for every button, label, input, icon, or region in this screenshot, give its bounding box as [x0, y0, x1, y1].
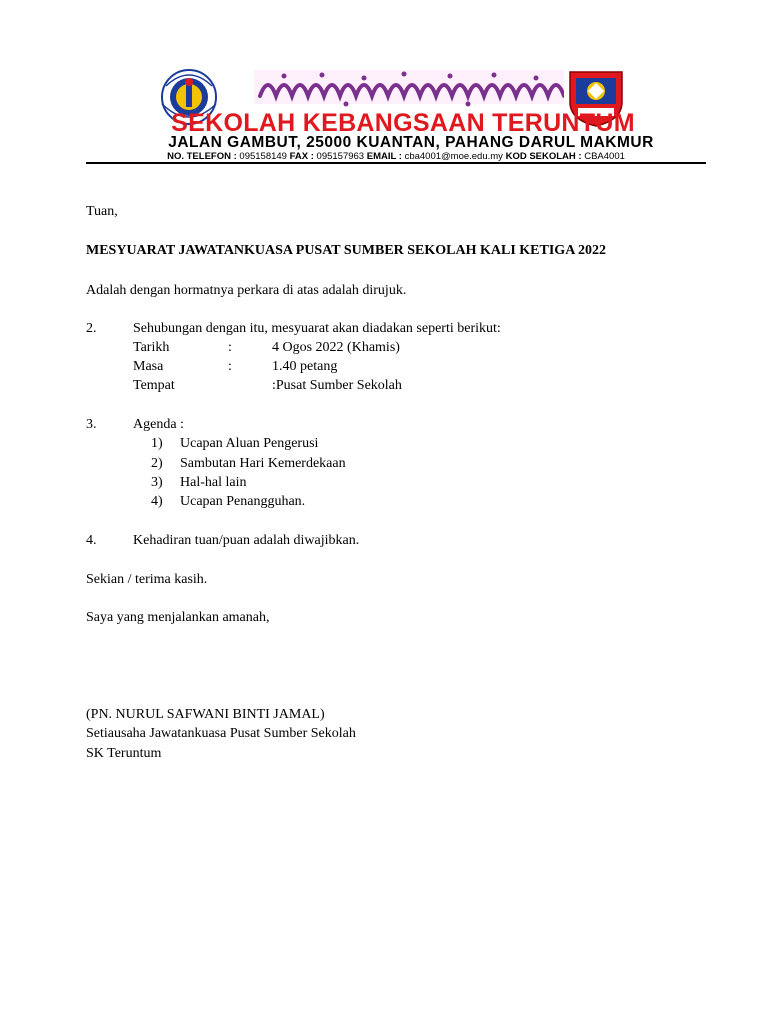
para2-number: 2.	[86, 321, 97, 336]
detail-value: :Pusat Sumber Sekolah	[272, 378, 402, 393]
signatory-org: SK Teruntum	[86, 746, 162, 761]
contact-line: NO. TELEFON : 095158149 FAX : 095157963 EMAIL : cba4001@moe.edu.my KOD SEKOLAH : CBA4001	[167, 151, 625, 162]
detail-separator: :	[228, 359, 232, 374]
detail-label: Tempat	[133, 378, 175, 393]
agenda-item-number: 3)	[151, 475, 163, 490]
agenda-item: Ucapan Penangguhan.	[180, 494, 306, 509]
para4-number: 4.	[86, 533, 97, 548]
closing: Sekian / terima kasih.	[86, 572, 208, 587]
school-address: JALAN GAMBUT, 25000 KUANTAN, PAHANG DARUL MAKMUR	[168, 134, 654, 151]
agenda-item-number: 2)	[151, 456, 163, 471]
detail-value: 4 Ogos 2022 (Khamis)	[272, 340, 400, 355]
detail-separator: :	[228, 340, 232, 355]
salutation: Tuan,	[86, 204, 118, 219]
detail-label: Tarikh	[133, 340, 170, 355]
agenda-item-number: 1)	[151, 436, 163, 451]
detail-value: 1.40 petang	[272, 359, 338, 374]
para4-text: Kehadiran tuan/puan adalah diwajibkan.	[133, 533, 360, 548]
para3-text: Agenda :	[133, 417, 184, 432]
school-name: SEKOLAH KEBANGSAAN TERUNTUM	[171, 109, 635, 137]
para3-number: 3.	[86, 417, 97, 432]
letterhead-rule	[86, 162, 706, 164]
intro-paragraph: Adalah dengan hormatnya perkara di atas adalah dirujuk.	[86, 283, 407, 298]
signoff: Saya yang menjalankan amanah,	[86, 610, 270, 625]
agenda-item-number: 4)	[151, 494, 163, 509]
signatory-position: Setiausaha Jawatankuasa Pusat Sumber Sekolah	[86, 726, 356, 741]
para2-text: Sehubungan dengan itu, mesyuarat akan diadakan seperti berikut:	[133, 321, 501, 336]
letter-title: MESYUARAT JAWATANKUASA PUSAT SUMBER SEKOLAH KALI KETIGA 2022	[86, 243, 607, 258]
agenda-item: Ucapan Aluan Pengerusi	[180, 436, 319, 451]
signatory-name: (PN. NURUL SAFWANI BINTI JAMAL)	[86, 707, 325, 722]
detail-label: Masa	[133, 359, 164, 374]
jawi-school-name	[254, 66, 564, 108]
agenda-item: Sambutan Hari Kemerdekaan	[180, 456, 346, 471]
agenda-item: Hal-hal lain	[180, 475, 247, 490]
letterhead	[86, 62, 706, 164]
